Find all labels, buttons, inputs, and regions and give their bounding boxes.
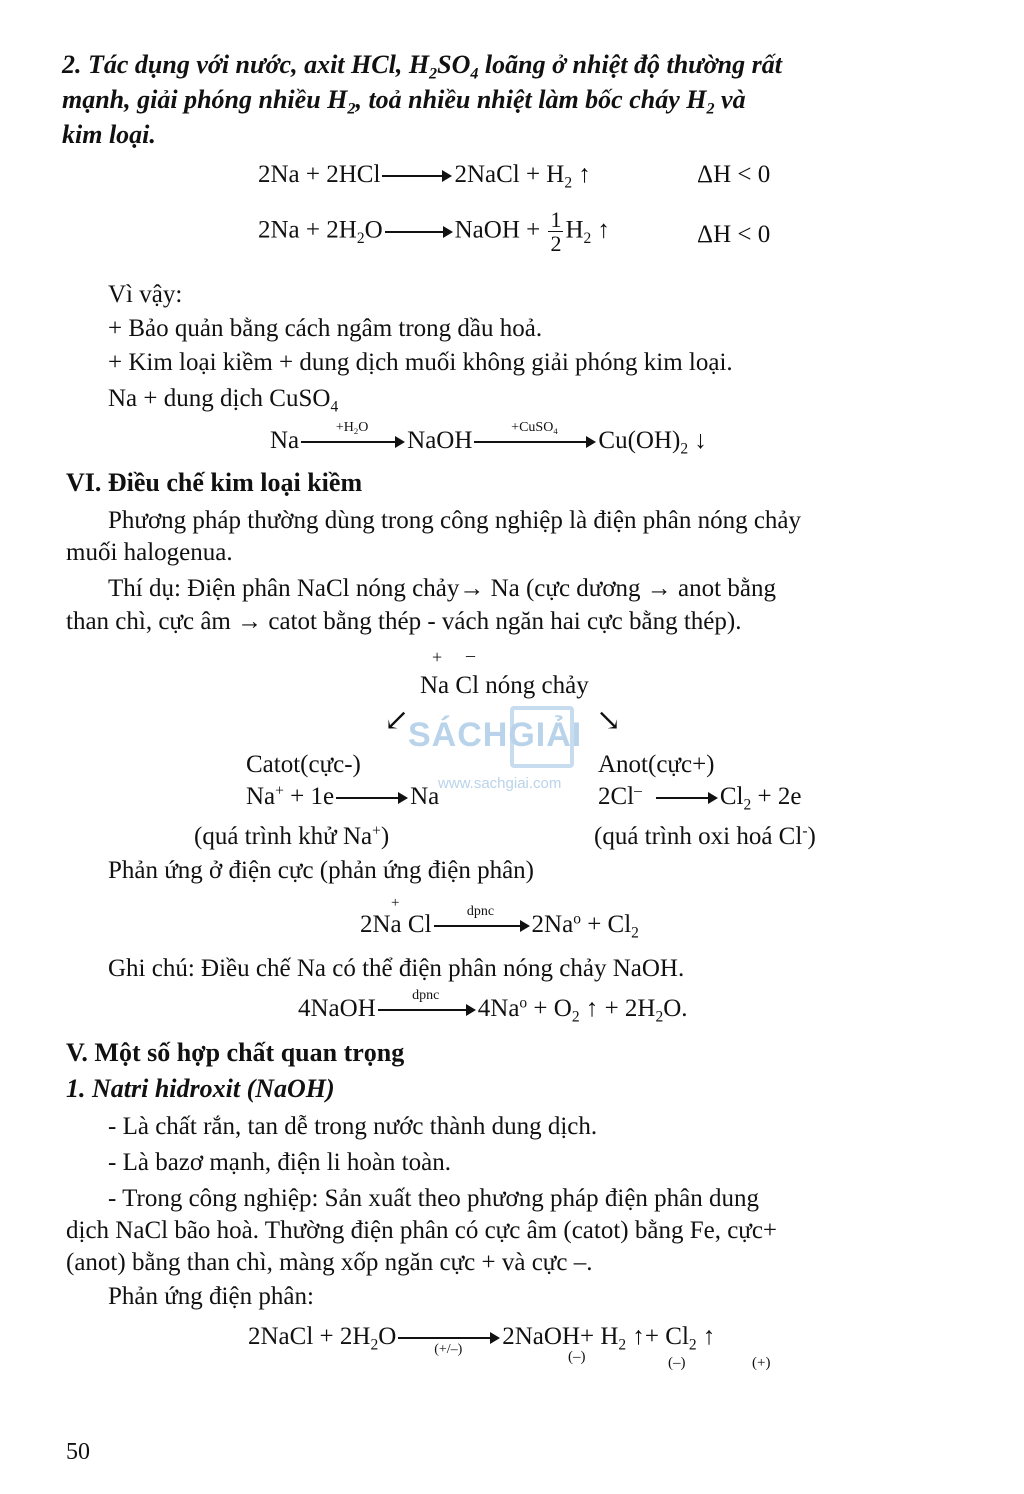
section-heading-2-line1: 2. Tác dụng với nước, axit HCl, $H_2SO_4$ loãng ở nhiệt độ thường rất (62, 50, 782, 83)
page-number: 50 (66, 1439, 90, 1465)
naoh-industry-line1: - Trong công nghiệp: Sản xuất theo phương pháp điện phân dung (108, 1185, 760, 1212)
equation-na-hcl: 2Na + 2HCl 2NaCl + $H_2$ ↑ (258, 161, 591, 192)
watermark-brand: SÁCHGIẢI (408, 716, 583, 754)
therefore-label: Vì vậy: (108, 281, 183, 308)
na-cuso4-label: Na + dung dịch CuSO$_4$ (108, 385, 339, 416)
sachgiai-watermark (408, 700, 618, 790)
fraction-one-half: $\frac{1}{2}$ (550, 207, 562, 257)
naoh-property-1: - Là chất rắn, tan dễ trong nước thành dung dịch. (108, 1113, 598, 1140)
eq4-charge-plus: + (391, 895, 400, 911)
arrow-down-right-icon: ↘ (596, 704, 622, 737)
section-heading-5: V. Một số hợp chất quan trọng (66, 1038, 405, 1067)
anode-equation: 2Cl– $Cl_2 + 2e$ (598, 782, 802, 814)
note-storage: + Bảo quản bằng cách ngâm trong dầu hoả. (108, 315, 543, 342)
equation-electrolysis-nacl: 2Na Cl dpnc $2Na^o + Cl_2$ (360, 904, 639, 942)
cathode-note: (quá trình khử Na+) (194, 822, 390, 850)
anode-label: Anot(cực+) (598, 751, 715, 778)
arrow-label-cuso4: +CuSO$_4$ (511, 420, 558, 437)
arrow-label-dpnc: dpnc (466, 904, 495, 920)
naoh-electrode-mark: (–) (568, 1349, 586, 1365)
paragraph-method-line1: Phương pháp thường dùng trong công nghiệp là điện phân nóng chảy (108, 507, 802, 534)
cathode-label: Catot(cực-) (246, 751, 361, 778)
arrow-down-left-icon: ↙ (384, 704, 410, 737)
section-heading-2-line2: mạnh, giải phóng nhiều $H_2$, toả nhiều nhiệt làm bốc cháy $H_2$ và (62, 85, 746, 118)
anode-note: (quá trình oxi hoá Cl-) (594, 822, 816, 850)
cl2-electrode-mark: (+) (752, 1355, 771, 1371)
paragraph-example-line1: Thí dụ: Điện phân NaCl nóng chảy→ Na (cực dương → anot bằng (108, 575, 776, 602)
watermark-url: www.sachgiai.com (438, 775, 562, 792)
charge-minus: – (466, 645, 475, 665)
h2-electrode-mark: (–) (668, 1355, 686, 1371)
electrode-reaction-label: Phản ứng ở điện cực (phản ứng điện phân) (108, 857, 534, 884)
naoh-industry-line3: (anot) bằng than chì, màng xốp ngăn cực + và cực –. (66, 1249, 593, 1276)
cathode-equation: Na+ + 1e Na (246, 782, 440, 810)
equation-na-water: $2Na + 2H_2O$ NaOH + $\frac{1}{2}$ $H_2$ ↑ (258, 207, 611, 257)
note-salt-solution: + Kim loại kiềm + dung dịch muối không giải phóng kim loại. (108, 349, 733, 376)
charge-plus: + (432, 647, 443, 667)
equation-brine-electrolysis: 2NaCl + $2H_2O$ (+/–) 2NaOH+ $H_2$ ↑+ $Cl_2$ ↑ (248, 1323, 716, 1358)
arrow-label-electrodes: (+/–) (434, 1342, 463, 1358)
naoh-property-2: - Là bazơ mạnh, điện li hoàn toàn. (108, 1149, 451, 1176)
note-naoh-electrolysis: Ghi chú: Điều chế Na có thể điện phân nóng chảy NaOH. (108, 955, 685, 982)
arrow-label-h2o: $+H_2O$ (335, 420, 369, 437)
equation-na-hcl-enthalpy: ΔH < 0 (697, 161, 771, 188)
equation-electrolysis-naoh: 4NaOH dpnc $4Na^o + O_2$ ↑ + $2H_2O$. (298, 988, 688, 1026)
paragraph-example-line2: than chì, cực âm → catot bằng thép - vách ngăn hai cực bằng thép). (66, 608, 742, 635)
arrow-label-dpnc-2: dpnc (412, 988, 440, 1004)
equation-na-water-enthalpy: ΔH < 0 (697, 221, 771, 248)
section-heading-2-line3: kim loại. (62, 120, 156, 149)
electrolysis-reaction-label: Phản ứng điện phân: (108, 1283, 314, 1310)
equation-na-cuso4: Na $+H_2O$ NaOH +CuSO$_4$ $Cu(OH)_2$ ↓ (270, 420, 707, 458)
paragraph-method-line2: muối halogenua. (66, 539, 233, 566)
section-heading-6: VI. Điều chế kim loại kiềm (66, 468, 363, 497)
naoh-industry-line2: dịch NaCl bão hoà. Thường điện phân có cực âm (catot) bằng Fe, cực+ (66, 1217, 778, 1244)
nacl-melt-label: Na Cl nóng chảy (420, 672, 589, 699)
subsection-naoh: 1. Natri hidroxit (NaOH) (66, 1074, 335, 1103)
